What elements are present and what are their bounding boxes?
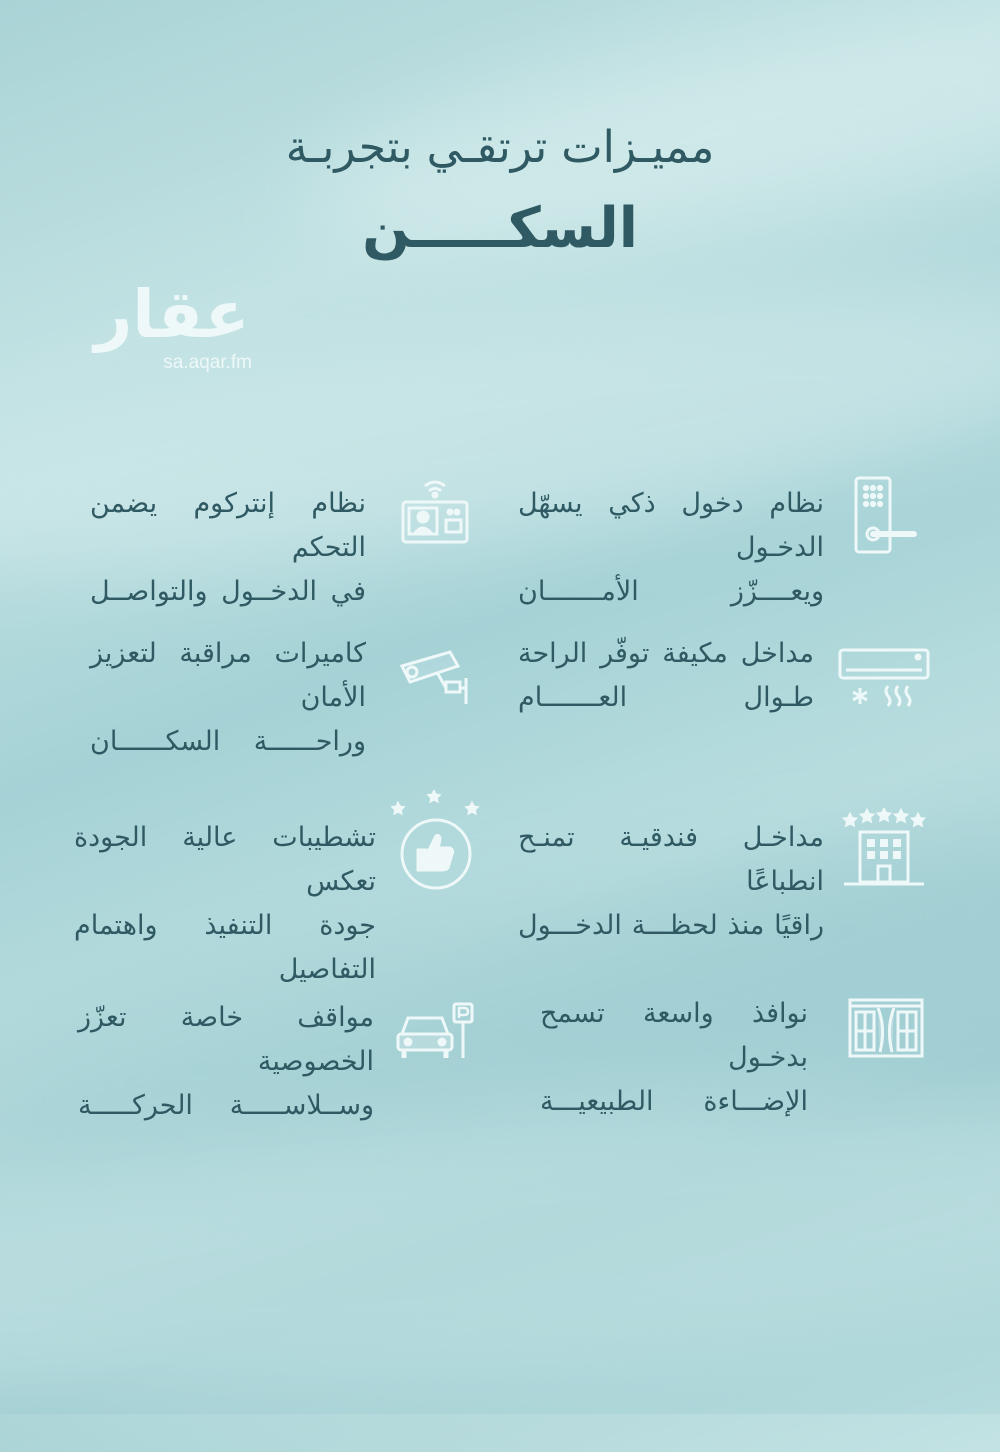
security-camera-icon xyxy=(398,648,472,706)
feature-hotel-entrances: مداخـل فندقيـة تمنـح انطباعًا راقيًا منذ لحظـــة الدخـــول xyxy=(518,822,824,941)
smart-lock-icon xyxy=(852,476,918,556)
parking-icon xyxy=(396,1002,476,1060)
air-conditioner-icon xyxy=(838,648,930,710)
feature-intercom: نظام إنتركوم يضمن التحكم في الدخــول والتواصــل xyxy=(90,488,366,607)
intercom-icon xyxy=(400,476,470,546)
feature-ac-entrances: مداخل مكيفة توفّر الراحة طـوال العـــــــام xyxy=(518,638,814,713)
feature-finishes: تشطيبات عالية الجودة تعكس جودة التنفيذ واهتمام التفاصيل xyxy=(74,822,376,985)
thumbs-up-stars-icon xyxy=(388,790,484,890)
feature-cameras: كاميرات مراقبة لتعزيز الأمان وراحــــــة السكــــــان xyxy=(90,638,366,757)
page-title-emphasis: السكـــــن xyxy=(362,196,638,261)
large-windows-icon xyxy=(848,998,924,1058)
logo-url: sa.aqar.fm xyxy=(163,352,252,373)
feature-parking: مواقف خاصة تعزّز الخصوصية وســلاســـــة الحركـــــة xyxy=(78,1002,374,1121)
page-title: مميـزات ترتقـي بتجربـة xyxy=(285,122,715,173)
hotel-icon xyxy=(842,808,926,888)
logo-word: عقار xyxy=(94,276,250,353)
aqar-logo xyxy=(92,276,252,374)
feature-windows: نوافذ واسعة تسمح بدخـول الإضـــاءة الطبيعيـــة xyxy=(540,998,808,1117)
feature-smart-entry: نظام دخول ذكي يسهّل الدخـول ويعــــزّز الأمـــــــان xyxy=(518,488,824,607)
